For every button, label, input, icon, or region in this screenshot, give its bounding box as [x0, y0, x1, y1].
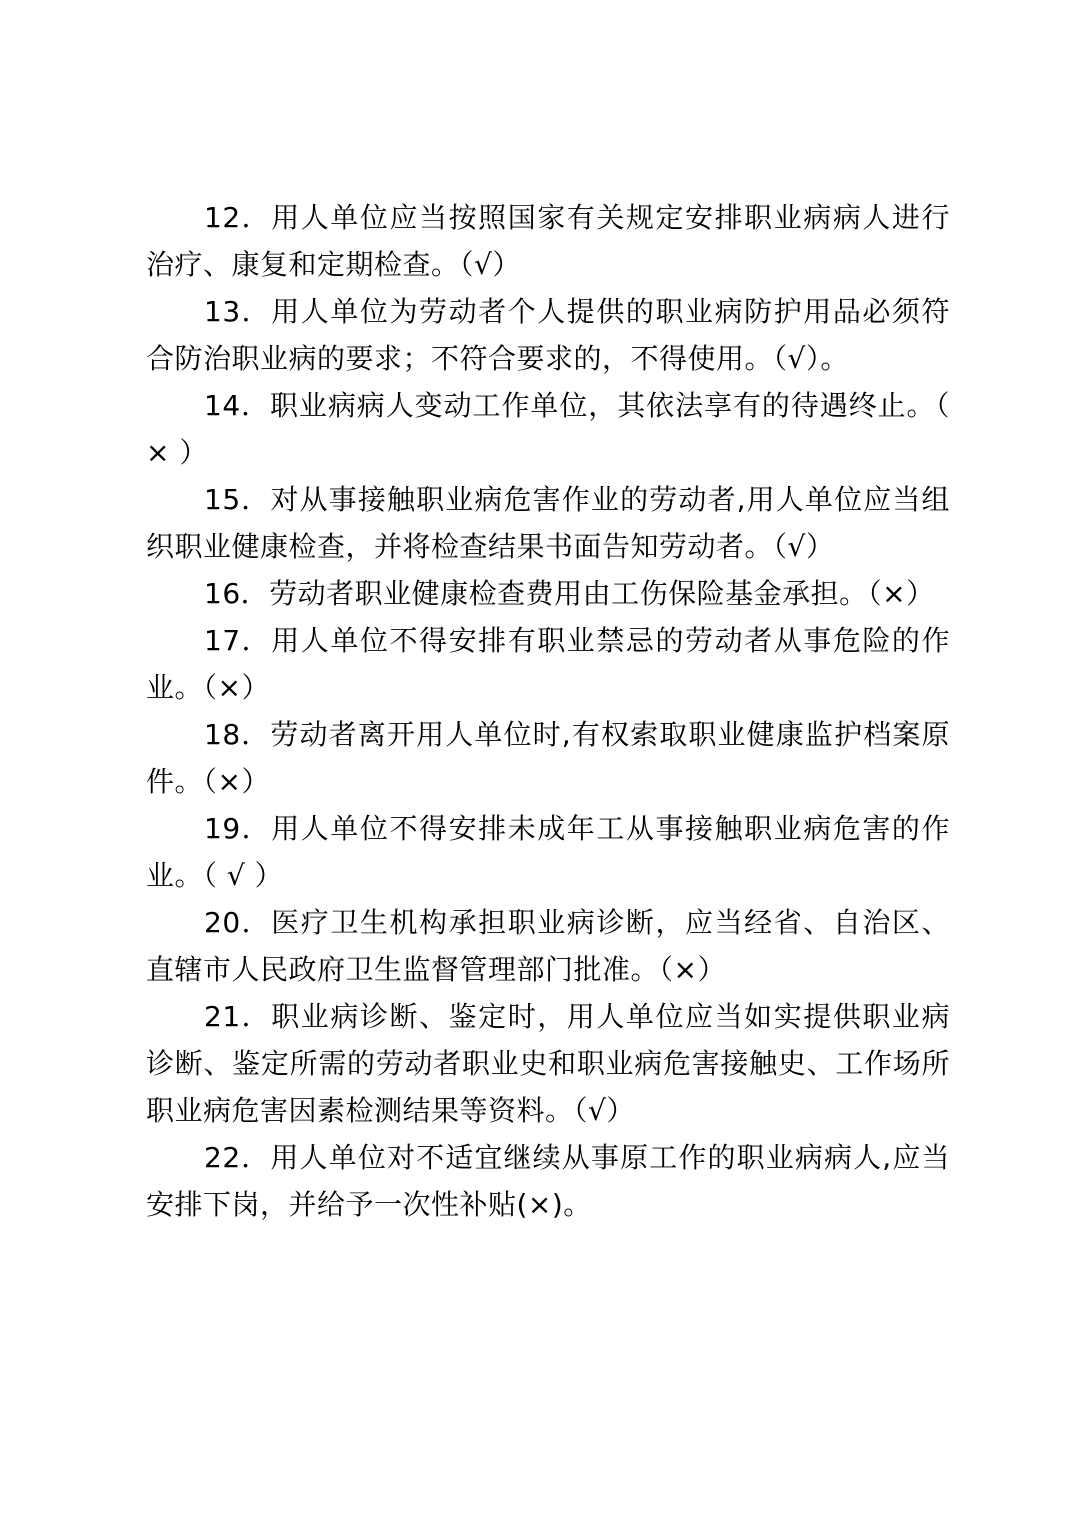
true-false-question-list [146, 194, 950, 1228]
question-18: 18．劳动者离开用人单位时,有权索取职业健康监护档案原件。（×） [146, 718, 950, 798]
question-12: 12．用人单位应当按照国家有关规定安排职业病病人进行治疗、康复和定期检查。（√） [146, 201, 950, 281]
question-19: 19．用人单位不得安排未成年工从事接触职业病危害的作业。（ √ ） [146, 812, 950, 892]
question-15: 15．对从事接触职业病危害作业的劳动者,用人单位应当组织职业健康检查，并将检查结果书面告知劳动者。（√） [146, 483, 950, 563]
question-22: 22．用人单位对不适宜继续从事原工作的职业病病人,应当安排下岗，并给予一次性补贴(×)。 [146, 1141, 950, 1221]
question-14: 14．职业病病人变动工作单位，其依法享有的待遇终止。（ × ） [146, 389, 950, 469]
question-17: 17．用人单位不得安排有职业禁忌的劳动者从事危险的作业。（×） [146, 624, 950, 704]
question-13: 13．用人单位为劳动者个人提供的职业病防护用品必须符合防治职业病的要求；不符合要求的，不得使用。（√）。 [146, 295, 950, 375]
question-21: 21．职业病诊断、鉴定时，用人单位应当如实提供职业病诊断、鉴定所需的劳动者职业史和职业病危害接触史、工作场所职业病危害因素检测结果等资料。（√） [146, 1000, 950, 1127]
question-16: 16．劳动者职业健康检查费用由工伤保险基金承担。（×） [204, 577, 935, 610]
question-20: 20．医疗卫生机构承担职业病诊断，应当经省、自治区、直辖市人民政府卫生监督管理部门批准。（×） [146, 906, 950, 986]
